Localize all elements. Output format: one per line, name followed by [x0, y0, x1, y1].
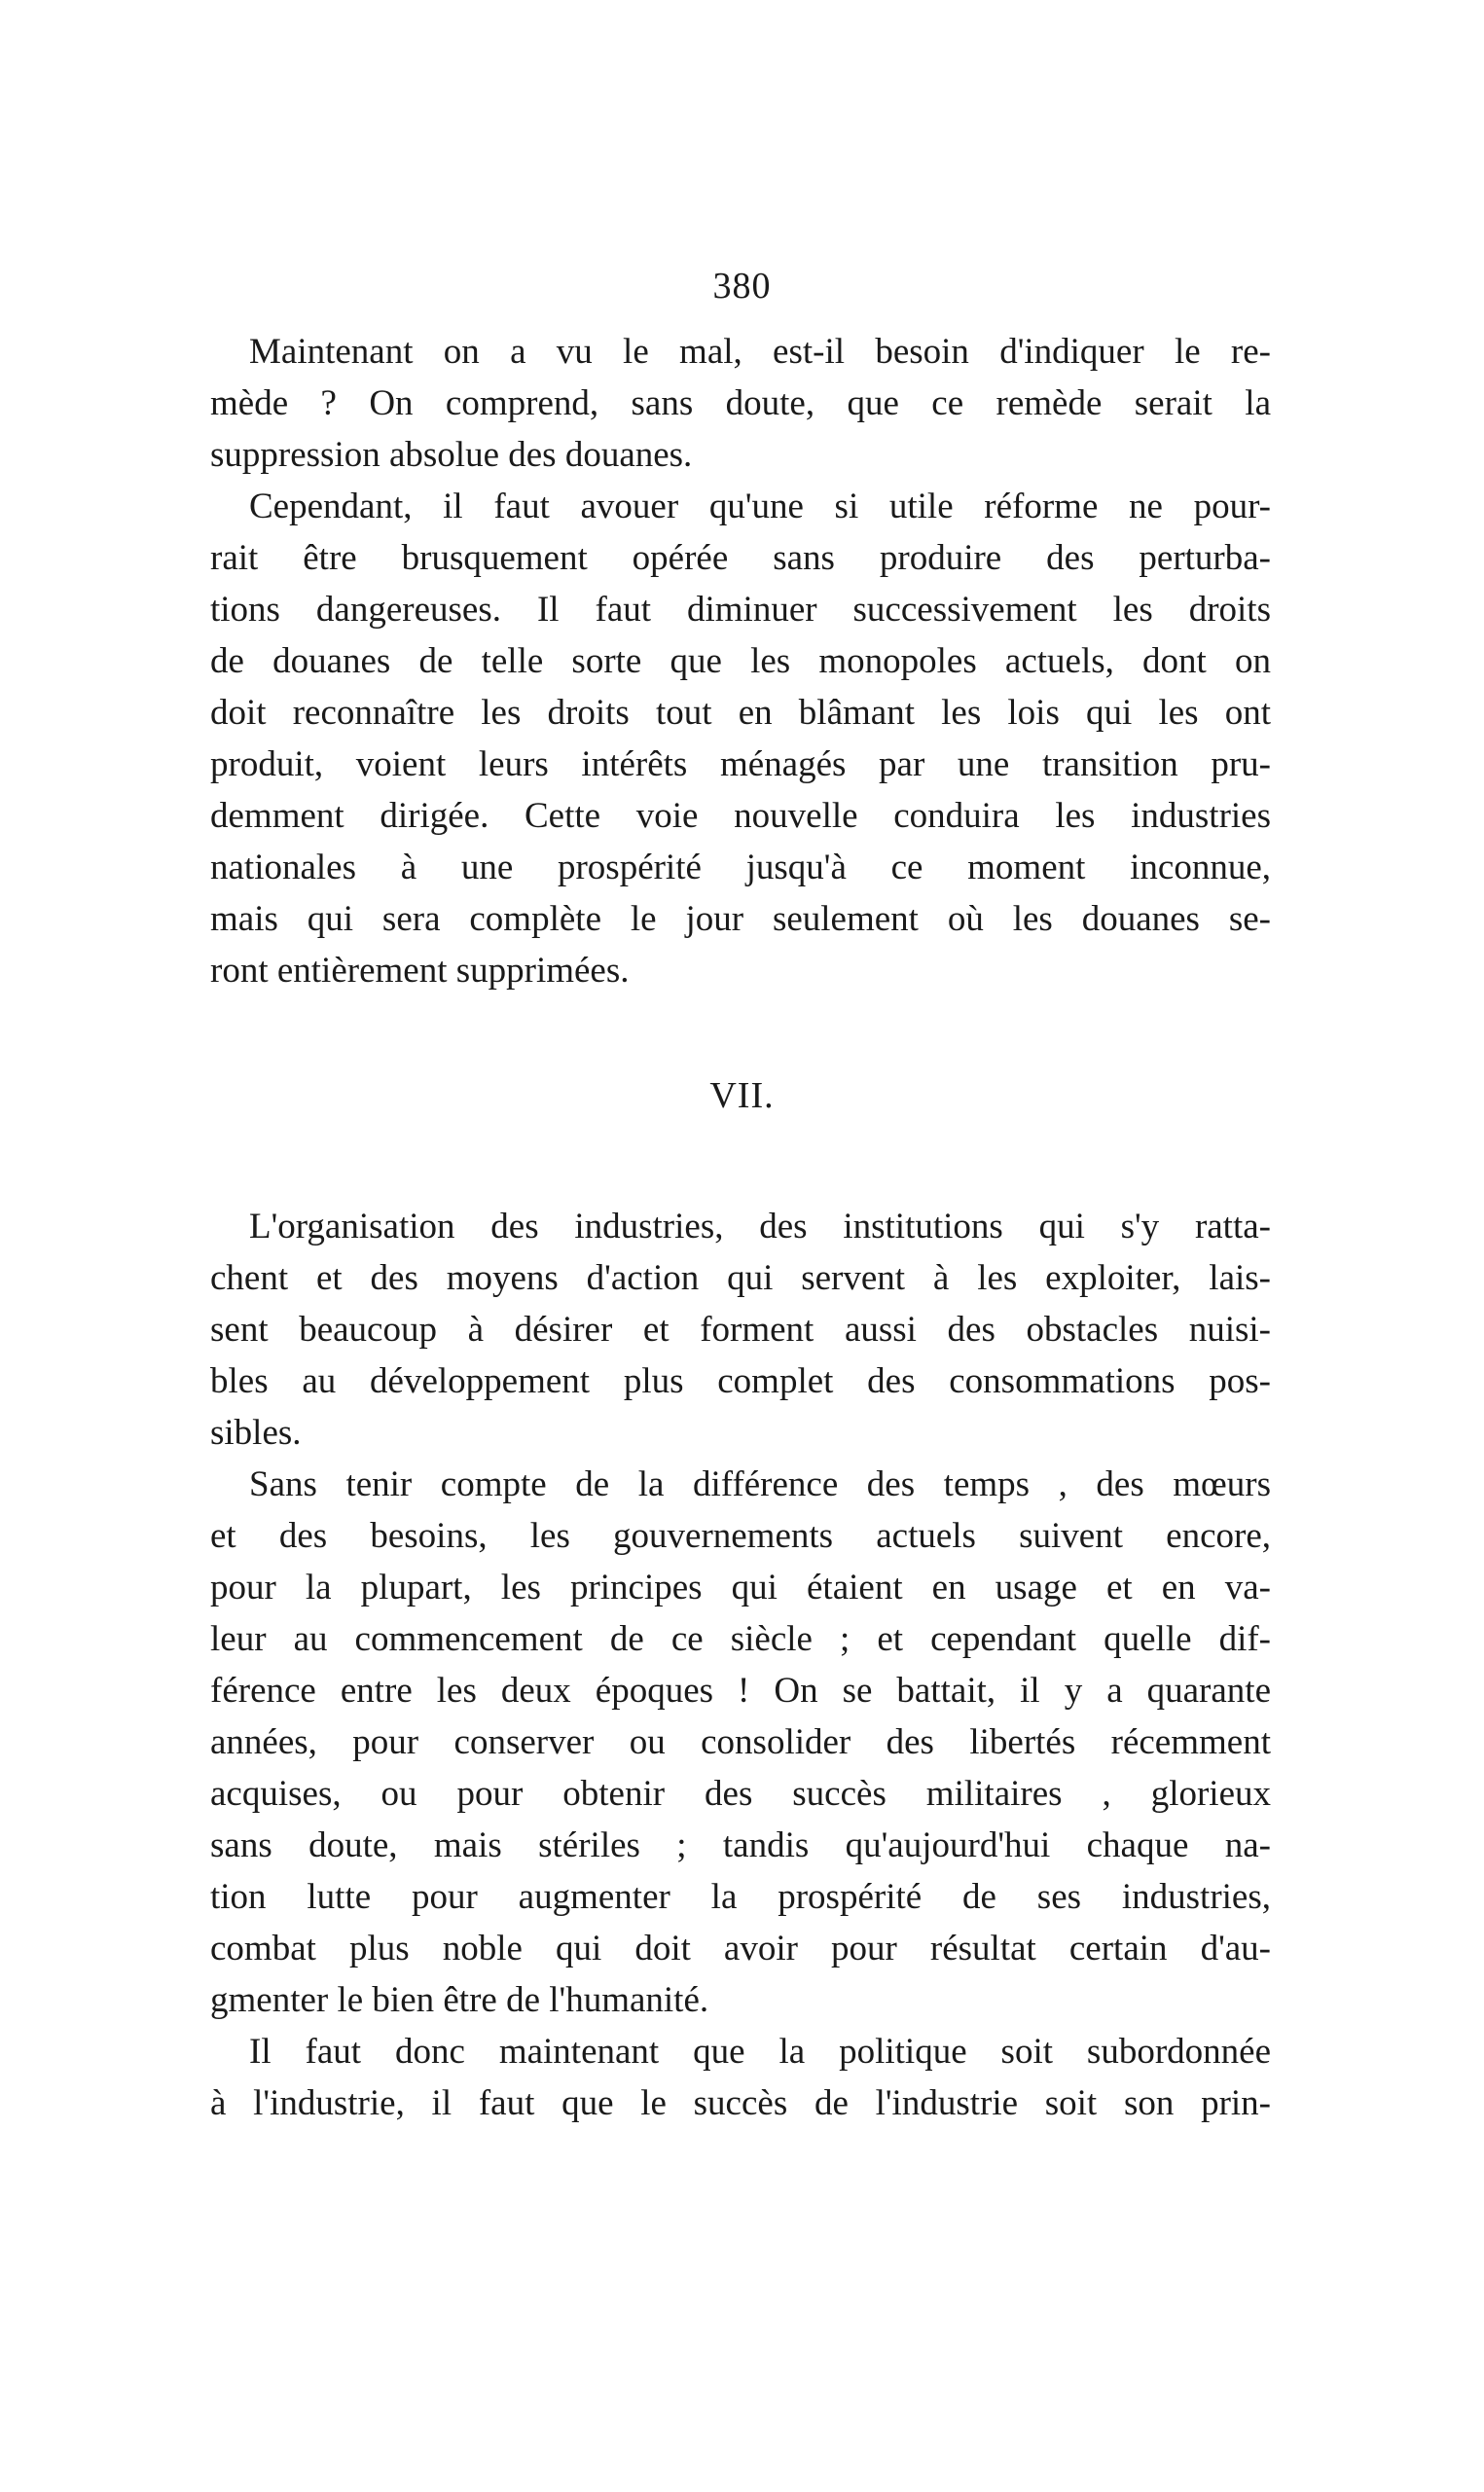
text-line: tion lutte pour augmenter la prospérité de ses industries, — [210, 1877, 1271, 1917]
text-line: bles au développement plus complet des consommations pos- — [210, 1361, 1271, 1401]
text-line: et des besoins, les gouvernements actuels suivent encore, — [210, 1516, 1271, 1556]
text-line: férence entre les deux époques ! On se battait, il y a quarante — [210, 1671, 1271, 1711]
text-line: combat plus noble qui doit avoir pour résultat certain d'au- — [210, 1929, 1271, 1968]
text-line: pour la plupart, les principes qui étaient en usage et en va- — [210, 1568, 1271, 1607]
text-line: sent beaucoup à désirer et forment aussi des obstacles nuisi- — [210, 1310, 1271, 1350]
text-line: doit reconnaître les droits tout en blâmant les lois qui les ont — [210, 693, 1271, 733]
text-line: mède ? On comprend, sans doute, que ce remède serait la — [210, 383, 1271, 423]
text-line: de douanes de telle sorte que les monopoles actuels, dont on — [210, 641, 1271, 681]
text-line: sibles. — [210, 1413, 302, 1453]
text-line: nationales à une prospérité jusqu'à ce moment inconnue, — [210, 848, 1271, 887]
text-line: tions dangereuses. Il faut diminuer successivement les droits — [210, 590, 1271, 630]
text-line: à l'industrie, il faut que le succès de l'industrie soit son prin- — [210, 2083, 1271, 2123]
text-line: demment dirigée. Cette voie nouvelle conduira les industries — [210, 796, 1271, 836]
page-number: 380 — [712, 266, 772, 307]
text-line: acquises, ou pour obtenir des succès militaires , glorieux — [210, 1774, 1271, 1814]
text-line: sans doute, mais stériles ; tandis qu'aujourd'hui chaque na- — [210, 1825, 1271, 1865]
text-line: produit, voient leurs intérêts ménagés par une transition pru- — [210, 744, 1271, 784]
paragraph-block-remedy — [210, 326, 1271, 996]
text-line: Cependant, il faut avouer qu'une si utile réforme ne pour- — [249, 487, 1271, 526]
text-line: ront entièrement supprimées. — [210, 951, 630, 991]
paragraph-block-organisation — [210, 1201, 1271, 2129]
text-line: suppression absolue des douanes. — [210, 435, 693, 475]
text-line: L'organisation des industries, des institutions qui s'y ratta- — [249, 1207, 1271, 1246]
text-line: rait être brusquement opérée sans produire des perturba- — [210, 538, 1271, 578]
section-heading: VII. — [709, 1075, 775, 1116]
text-line: chent et des moyens d'action qui servent à les exploiter, lais- — [210, 1258, 1271, 1298]
text-line: Maintenant on a vu le mal, est-il besoin d'indiquer le re- — [249, 332, 1271, 372]
text-line: Sans tenir compte de la différence des temps , des mœurs — [249, 1464, 1271, 1504]
text-line: années, pour conserver ou consolider des libertés récemment — [210, 1722, 1271, 1762]
text-line: leur au commencement de ce siècle ; et cependant quelle dif- — [210, 1619, 1271, 1659]
text-line: Il faut donc maintenant que la politique soit subordonnée — [249, 2032, 1271, 2072]
text-line: gmenter le bien être de l'humanité. — [210, 1980, 709, 2020]
text-line: mais qui sera complète le jour seulement où les douanes se- — [210, 899, 1271, 939]
